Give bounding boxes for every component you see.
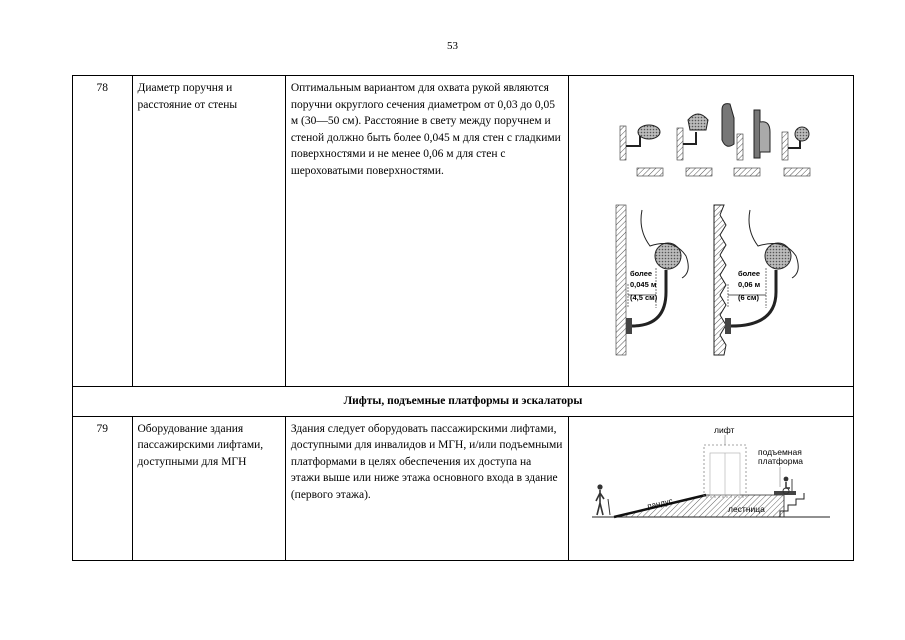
table-row xyxy=(73,416,854,561)
lift-diagram xyxy=(574,421,848,551)
row-description: Здания следует оборудовать пассажирскими лифтами, доступными для инвалидов и МГН, и/или подъемными платформами в целях обеспечения их доступа на этажи выше или ниже этажа основного входа в здание (первого этажа). xyxy=(285,416,568,561)
section-title: Лифты, подъемные платформы и эскалаторы xyxy=(73,386,854,416)
page-number: 53 xyxy=(447,40,458,52)
rough-wall-label-3: (6 см) xyxy=(737,293,759,302)
smooth-wall-label-3: (4,5 см) xyxy=(629,293,658,302)
requirements-table xyxy=(72,75,854,561)
stairs-label: лестница xyxy=(727,503,765,514)
handrail-profile-2 xyxy=(677,114,712,176)
handrail-profile-1 xyxy=(620,125,663,176)
table-row xyxy=(73,76,854,387)
lift-label: лифт xyxy=(713,424,735,435)
smooth-wall-diagram xyxy=(616,205,688,355)
smooth-wall-label-1: более xyxy=(629,269,653,278)
section-header-row xyxy=(73,386,854,416)
row-title: Оборудование здания пассажирскими лифтами, доступными для МГН xyxy=(132,416,285,561)
rough-wall-label-2: 0,06 м xyxy=(737,280,761,289)
handrail-diagram xyxy=(574,80,848,376)
rough-wall-diagram xyxy=(714,205,798,355)
rough-wall-label-1: более xyxy=(737,269,761,278)
platform-label-2: платформа xyxy=(757,455,803,466)
platform-label-1: подъемная xyxy=(757,446,802,457)
row-number: 79 xyxy=(73,416,133,561)
handrail-figure-cell xyxy=(568,76,853,387)
row-title: Диаметр поручня и расстояние от стены xyxy=(132,76,285,387)
lift-figure-cell xyxy=(568,416,853,561)
smooth-wall-label-2: 0,045 м xyxy=(629,280,657,289)
ramp-label: пандус xyxy=(646,495,674,511)
row-number: 78 xyxy=(73,76,133,387)
row-description: Оптимальным вариантом для охвата рукой являются поручни округлого сечения диаметром от 0,03 до 0,05 м (30—50 см). Расстояние в свету между поручнем и стеной должно быть более 0,045 м для стен с гладкими поверхностями и не менее 0,06 м для стен с шероховатыми поверхностями. xyxy=(285,76,568,387)
handrail-profile-5 xyxy=(782,127,809,160)
